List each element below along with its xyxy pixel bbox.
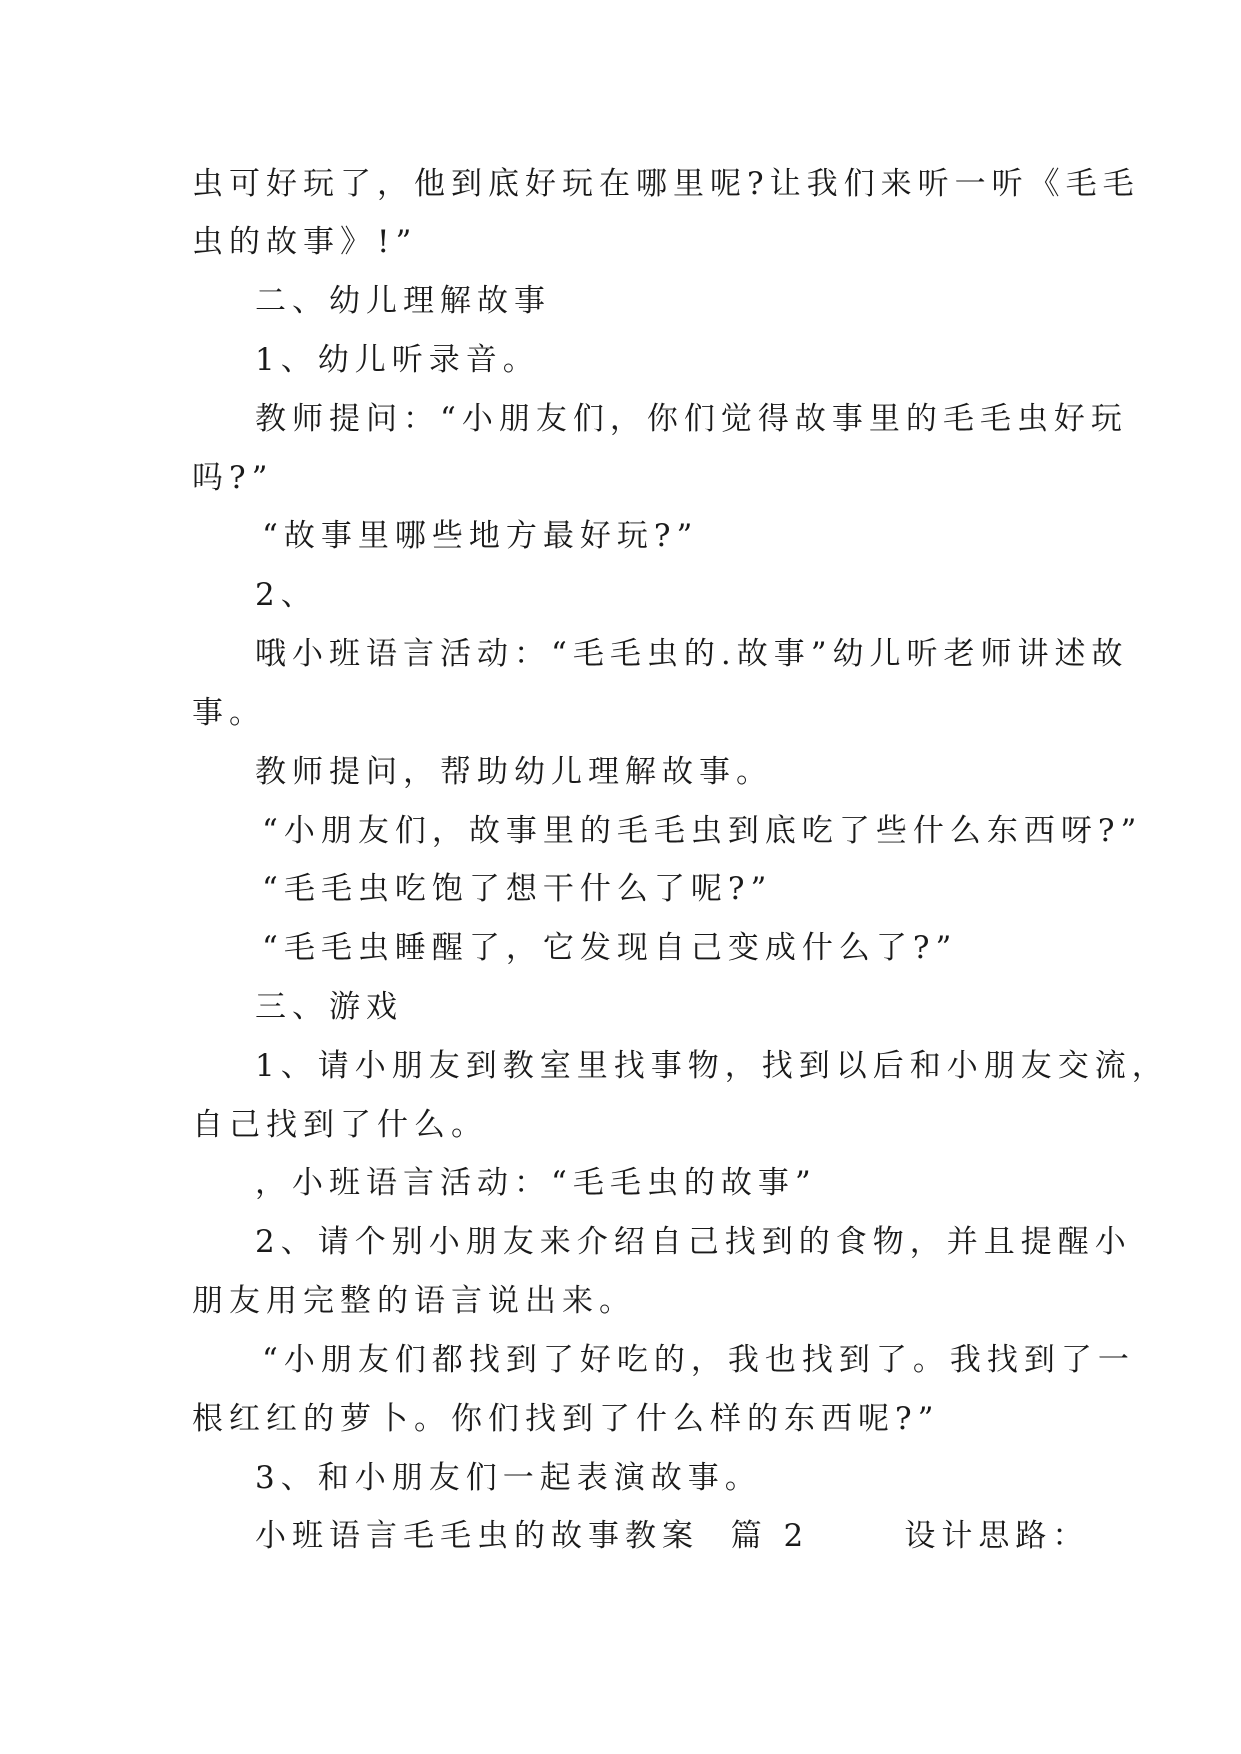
quote-line: “毛毛虫睡醒了，它发现自己变成什么了?” xyxy=(262,930,958,966)
paragraph-line: 朋友用完整的语言说出来。 xyxy=(192,1283,636,1319)
paragraph-line: 哦小班语言活动：“毛毛虫的.故事”幼儿听老师讲述故 xyxy=(255,636,1129,672)
paragraph-line: 虫的故事》!” xyxy=(192,224,418,260)
section-heading: 三、游戏 xyxy=(255,989,403,1025)
quote-line: “故事里哪些地方最好玩?” xyxy=(262,518,699,554)
paragraph-line: 教师提问：“小朋友们，你们觉得故事里的毛毛虫好玩 xyxy=(255,401,1128,437)
section-heading: 二、幼儿理解故事 xyxy=(255,283,551,319)
paragraph-line: 根红红的萝卜。你们找到了什么样的东西呢?” xyxy=(192,1401,940,1437)
paragraph-line: 虫可好玩了，他到底好玩在哪里呢?让我们来听一听《毛毛 xyxy=(192,166,1140,202)
quote-line: “毛毛虫吃饱了想干什么了呢?” xyxy=(262,871,773,907)
paragraph-line: 吗?” xyxy=(192,460,274,496)
paragraph-line: 事。 xyxy=(192,695,266,731)
step-heading: 2、 xyxy=(255,577,318,613)
paragraph-line: 教师提问，帮助幼儿理解故事。 xyxy=(255,754,773,790)
paragraph-line: 自己找到了什么。 xyxy=(192,1107,488,1143)
section-title: 小班语言毛毛虫的故事教案 篇 2 设计思路： xyxy=(255,1518,1090,1554)
quote-line: “小朋友们，故事里的毛毛虫到底吃了些什么东西呀?” xyxy=(262,813,1143,849)
paragraph-line: ，小班语言活动：“毛毛虫的故事” xyxy=(255,1165,817,1201)
paragraph-line: 1、请小朋友到教室里找事物，找到以后和小朋友交流， xyxy=(255,1048,1169,1084)
quote-line: “小朋友们都找到了好吃的，我也找到了。我找到了一 xyxy=(262,1342,1135,1378)
step-heading: 1、幼儿听录音。 xyxy=(255,342,540,378)
paragraph-line: 2、请个别小朋友来介绍自己找到的食物，并且提醒小 xyxy=(255,1224,1132,1260)
paragraph-line: 3、和小朋友们一起表演故事。 xyxy=(255,1460,762,1496)
